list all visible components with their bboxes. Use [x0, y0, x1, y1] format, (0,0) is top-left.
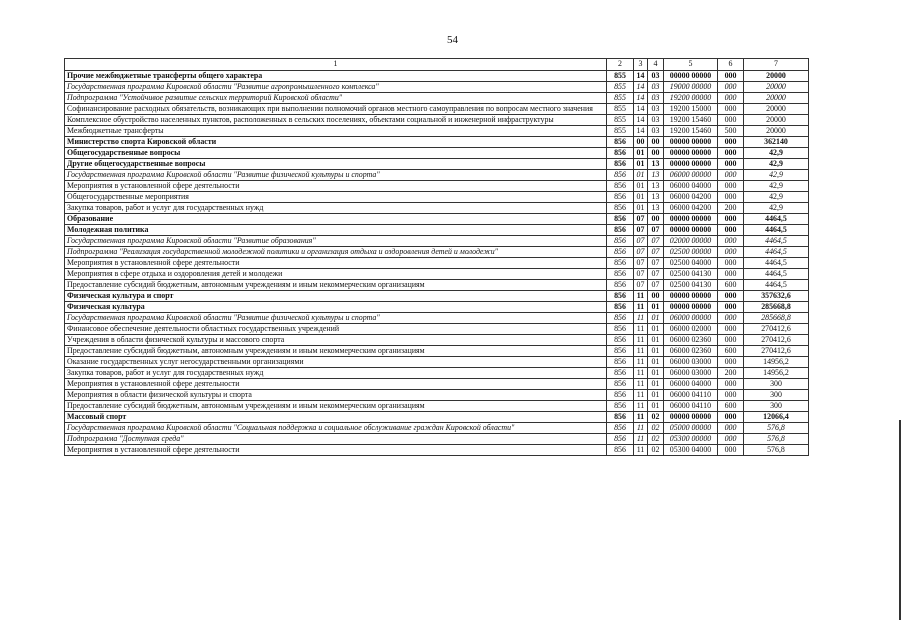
table-row	[65, 390, 809, 401]
expense-type-cell: 000	[718, 214, 744, 225]
table-row	[65, 280, 809, 291]
admin-code-cell: 856	[607, 247, 634, 258]
target-article-cell: 06000 00000	[664, 313, 718, 324]
subsection-cell: 13	[648, 159, 664, 170]
header-cell: 5	[664, 59, 718, 71]
admin-code-cell: 856	[607, 170, 634, 181]
item-name-cell: Общегосударственные вопросы	[65, 148, 607, 159]
subsection-cell: 07	[648, 225, 664, 236]
amount-cell: 357632,6	[744, 291, 809, 302]
expense-type-cell: 000	[718, 445, 744, 456]
item-name-cell: Прочие межбюджетные трансферты общего характера	[65, 71, 607, 82]
table-row	[65, 412, 809, 423]
section-cell: 00	[634, 137, 648, 148]
amount-cell: 4464,5	[744, 236, 809, 247]
section-cell: 11	[634, 401, 648, 412]
target-article-cell: 06000 02360	[664, 346, 718, 357]
section-cell: 07	[634, 236, 648, 247]
item-name-cell: Закупка товаров, работ и услуг для государственных нужд	[65, 203, 607, 214]
item-name-cell: Министерство спорта Кировской области	[65, 137, 607, 148]
admin-code-cell: 856	[607, 357, 634, 368]
admin-code-cell: 855	[607, 82, 634, 93]
subsection-cell: 07	[648, 280, 664, 291]
subsection-cell: 07	[648, 236, 664, 247]
item-name-cell: Комплексное обустройство населенных пунктов, расположенных в сельских поселениях, объектами социальной и инженерной инфраструктуры	[65, 115, 607, 126]
expense-type-cell: 000	[718, 423, 744, 434]
target-article-cell: 00000 00000	[664, 159, 718, 170]
expense-type-cell: 200	[718, 203, 744, 214]
target-article-cell: 05300 04000	[664, 445, 718, 456]
table-row	[65, 126, 809, 137]
expense-type-cell: 000	[718, 269, 744, 280]
amount-cell: 20000	[744, 93, 809, 104]
subsection-cell: 13	[648, 181, 664, 192]
target-article-cell: 00000 00000	[664, 214, 718, 225]
expense-type-cell: 000	[718, 170, 744, 181]
expense-type-cell: 000	[718, 192, 744, 203]
item-name-cell: Мероприятия в области физической культуры и спорта	[65, 390, 607, 401]
item-name-cell: Молодежная политика	[65, 225, 607, 236]
section-cell: 01	[634, 192, 648, 203]
table-row	[65, 148, 809, 159]
expense-type-cell: 000	[718, 225, 744, 236]
item-name-cell: Государственная программа Кировской области "Развитие образования"	[65, 236, 607, 247]
subsection-cell: 07	[648, 269, 664, 280]
target-article-cell: 06000 03000	[664, 368, 718, 379]
admin-code-cell: 856	[607, 181, 634, 192]
expense-type-cell: 000	[718, 313, 744, 324]
subsection-cell: 00	[648, 291, 664, 302]
item-name-cell: Подпрограмма "Реализация государственной молодежной политики и организация отдыха и оздоровления детей и молодежи"	[65, 247, 607, 258]
section-cell: 11	[634, 346, 648, 357]
amount-cell: 300	[744, 379, 809, 390]
target-article-cell: 19200 15000	[664, 104, 718, 115]
amount-cell: 576,8	[744, 445, 809, 456]
section-cell: 11	[634, 335, 648, 346]
admin-code-cell: 855	[607, 104, 634, 115]
admin-code-cell: 856	[607, 346, 634, 357]
admin-code-cell: 856	[607, 203, 634, 214]
section-cell: 11	[634, 445, 648, 456]
item-name-cell: Подпрограмма "Устойчивое развитие сельских территорий Кировской области"	[65, 93, 607, 104]
section-cell: 01	[634, 159, 648, 170]
expense-type-cell: 000	[718, 181, 744, 192]
item-name-cell: Предоставление субсидий бюджетным, автономным учреждениям и иным некоммерческим организациям	[65, 280, 607, 291]
expense-type-cell: 000	[718, 236, 744, 247]
admin-code-cell: 856	[607, 335, 634, 346]
subsection-cell: 00	[648, 148, 664, 159]
admin-code-cell: 856	[607, 137, 634, 148]
subsection-cell: 00	[648, 137, 664, 148]
subsection-cell: 02	[648, 412, 664, 423]
section-cell: 07	[634, 269, 648, 280]
target-article-cell: 06000 04200	[664, 192, 718, 203]
admin-code-cell: 856	[607, 368, 634, 379]
item-name-cell: Государственная программа Кировской области "Развитие физической культуры и спорта"	[65, 313, 607, 324]
amount-cell: 42,9	[744, 203, 809, 214]
amount-cell: 576,8	[744, 434, 809, 445]
admin-code-cell: 856	[607, 302, 634, 313]
expense-type-cell: 000	[718, 324, 744, 335]
page-edge-line	[899, 420, 901, 620]
expense-type-cell: 600	[718, 280, 744, 291]
section-cell: 01	[634, 148, 648, 159]
table-row	[65, 214, 809, 225]
admin-code-cell: 856	[607, 412, 634, 423]
target-article-cell: 06000 00000	[664, 170, 718, 181]
subsection-cell: 13	[648, 203, 664, 214]
amount-cell: 42,9	[744, 170, 809, 181]
amount-cell: 4464,5	[744, 247, 809, 258]
subsection-cell: 01	[648, 335, 664, 346]
section-cell: 11	[634, 291, 648, 302]
amount-cell: 4464,5	[744, 214, 809, 225]
section-cell: 07	[634, 225, 648, 236]
table-row	[65, 368, 809, 379]
section-cell: 11	[634, 412, 648, 423]
table-row	[65, 434, 809, 445]
target-article-cell: 02500 00000	[664, 247, 718, 258]
table-row	[65, 445, 809, 456]
subsection-cell: 02	[648, 434, 664, 445]
subsection-cell: 01	[648, 368, 664, 379]
expense-type-cell: 000	[718, 434, 744, 445]
admin-code-cell: 856	[607, 280, 634, 291]
table-row	[65, 379, 809, 390]
expense-type-cell: 000	[718, 148, 744, 159]
item-name-cell: Государственная программа Кировской области "Развитие физической культуры и спорта"	[65, 170, 607, 181]
item-name-cell: Мероприятия в установленной сфере деятельности	[65, 445, 607, 456]
table-row	[65, 225, 809, 236]
section-cell: 14	[634, 126, 648, 137]
target-article-cell: 19200 15460	[664, 126, 718, 137]
expense-type-cell: 500	[718, 126, 744, 137]
subsection-cell: 07	[648, 258, 664, 269]
section-cell: 14	[634, 82, 648, 93]
admin-code-cell: 856	[607, 313, 634, 324]
target-article-cell: 02500 04000	[664, 258, 718, 269]
item-name-cell: Образование	[65, 214, 607, 225]
admin-code-cell: 856	[607, 236, 634, 247]
item-name-cell: Физическая культура	[65, 302, 607, 313]
section-cell: 14	[634, 115, 648, 126]
subsection-cell: 00	[648, 214, 664, 225]
section-cell: 14	[634, 104, 648, 115]
item-name-cell: Подпрограмма "Доступная среда"	[65, 434, 607, 445]
item-name-cell: Другие общегосударственные вопросы	[65, 159, 607, 170]
table-row	[65, 115, 809, 126]
header-cell: 7	[744, 59, 809, 71]
table-row	[65, 170, 809, 181]
expense-type-cell: 000	[718, 379, 744, 390]
table-row	[65, 269, 809, 280]
admin-code-cell: 856	[607, 291, 634, 302]
target-article-cell: 00000 00000	[664, 71, 718, 82]
item-name-cell: Закупка товаров, работ и услуг для государственных нужд	[65, 368, 607, 379]
amount-cell: 362140	[744, 137, 809, 148]
item-name-cell: Финансовое обеспечение деятельности областных государственных учреждений	[65, 324, 607, 335]
table-row	[65, 302, 809, 313]
header-cell: 3	[634, 59, 648, 71]
admin-code-cell: 855	[607, 126, 634, 137]
section-cell: 07	[634, 247, 648, 258]
item-name-cell: Мероприятия в установленной сфере деятельности	[65, 181, 607, 192]
table-row	[65, 82, 809, 93]
target-article-cell: 00000 00000	[664, 137, 718, 148]
admin-code-cell: 856	[607, 401, 634, 412]
item-name-cell: Предоставление субсидий бюджетным, автономным учреждениям и иным некоммерческим организациям	[65, 401, 607, 412]
admin-code-cell: 855	[607, 115, 634, 126]
amount-cell: 4464,5	[744, 280, 809, 291]
target-article-cell: 06000 04110	[664, 390, 718, 401]
amount-cell: 270412,6	[744, 324, 809, 335]
amount-cell: 14956,2	[744, 357, 809, 368]
section-cell: 11	[634, 379, 648, 390]
table-row	[65, 423, 809, 434]
expense-type-cell: 000	[718, 137, 744, 148]
admin-code-cell: 856	[607, 423, 634, 434]
target-article-cell: 19200 00000	[664, 93, 718, 104]
subsection-cell: 01	[648, 357, 664, 368]
admin-code-cell: 856	[607, 192, 634, 203]
table-row	[65, 401, 809, 412]
table-row	[65, 324, 809, 335]
section-cell: 14	[634, 71, 648, 82]
amount-cell: 42,9	[744, 181, 809, 192]
table-row	[65, 357, 809, 368]
section-cell: 11	[634, 357, 648, 368]
section-cell: 11	[634, 302, 648, 313]
budget-table-body	[65, 59, 809, 456]
admin-code-cell: 855	[607, 93, 634, 104]
item-name-cell: Софинансирование расходных обязательств, возникающих при выполнении полномочий органов местного самоуправления по вопросам местного значения	[65, 104, 607, 115]
target-article-cell: 02000 00000	[664, 236, 718, 247]
expense-type-cell: 000	[718, 291, 744, 302]
table-row	[65, 203, 809, 214]
subsection-cell: 13	[648, 192, 664, 203]
admin-code-cell: 856	[607, 214, 634, 225]
target-article-cell: 19000 00000	[664, 82, 718, 93]
section-cell: 07	[634, 280, 648, 291]
header-row	[65, 59, 809, 71]
table-row	[65, 291, 809, 302]
amount-cell: 4464,5	[744, 269, 809, 280]
target-article-cell: 06000 04110	[664, 401, 718, 412]
admin-code-cell: 856	[607, 324, 634, 335]
table-row	[65, 71, 809, 82]
item-name-cell: Мероприятия в установленной сфере деятельности	[65, 258, 607, 269]
item-name-cell: Мероприятия в сфере отдыха и оздоровления детей и молодежи	[65, 269, 607, 280]
item-name-cell: Предоставление субсидий бюджетным, автономным учреждениям и иным некоммерческим организациям	[65, 346, 607, 357]
expense-type-cell: 000	[718, 71, 744, 82]
subsection-cell: 01	[648, 313, 664, 324]
expense-type-cell: 200	[718, 368, 744, 379]
target-article-cell: 05000 00000	[664, 423, 718, 434]
admin-code-cell: 856	[607, 159, 634, 170]
admin-code-cell: 856	[607, 379, 634, 390]
subsection-cell: 01	[648, 401, 664, 412]
expense-type-cell: 000	[718, 93, 744, 104]
item-name-cell: Мероприятия в установленной сфере деятельности	[65, 379, 607, 390]
item-name-cell: Межбюджетные трансферты	[65, 126, 607, 137]
subsection-cell: 03	[648, 115, 664, 126]
target-article-cell: 00000 00000	[664, 148, 718, 159]
section-cell: 11	[634, 313, 648, 324]
subsection-cell: 03	[648, 71, 664, 82]
admin-code-cell: 856	[607, 434, 634, 445]
subsection-cell: 03	[648, 126, 664, 137]
amount-cell: 270412,6	[744, 335, 809, 346]
expense-type-cell: 000	[718, 335, 744, 346]
subsection-cell: 07	[648, 247, 664, 258]
subsection-cell: 02	[648, 423, 664, 434]
table-row	[65, 313, 809, 324]
table-row	[65, 258, 809, 269]
expense-type-cell: 000	[718, 302, 744, 313]
header-cell: 2	[607, 59, 634, 71]
amount-cell: 576,8	[744, 423, 809, 434]
expense-type-cell: 000	[718, 258, 744, 269]
admin-code-cell: 855	[607, 71, 634, 82]
amount-cell: 300	[744, 390, 809, 401]
amount-cell: 4464,5	[744, 258, 809, 269]
item-name-cell: Оказание государственных услуг негосударственными организациями	[65, 357, 607, 368]
section-cell: 01	[634, 203, 648, 214]
target-article-cell: 02500 04130	[664, 280, 718, 291]
target-article-cell: 06000 04200	[664, 203, 718, 214]
target-article-cell: 06000 04000	[664, 181, 718, 192]
expense-type-cell: 600	[718, 346, 744, 357]
header-cell: 1	[65, 59, 607, 71]
subsection-cell: 01	[648, 346, 664, 357]
amount-cell: 285668,8	[744, 302, 809, 313]
header-cell: 4	[648, 59, 664, 71]
header-cell: 6	[718, 59, 744, 71]
subsection-cell: 03	[648, 93, 664, 104]
item-name-cell: Физическая культура и спорт	[65, 291, 607, 302]
item-name-cell: Общегосударственные мероприятия	[65, 192, 607, 203]
subsection-cell: 02	[648, 445, 664, 456]
admin-code-cell: 856	[607, 258, 634, 269]
table-row	[65, 104, 809, 115]
table-row	[65, 236, 809, 247]
amount-cell: 285668,8	[744, 313, 809, 324]
expense-type-cell: 000	[718, 247, 744, 258]
expense-type-cell: 000	[718, 390, 744, 401]
subsection-cell: 01	[648, 324, 664, 335]
target-article-cell: 00000 00000	[664, 291, 718, 302]
table-row	[65, 181, 809, 192]
subsection-cell: 03	[648, 82, 664, 93]
admin-code-cell: 856	[607, 269, 634, 280]
page-number: 54	[447, 34, 458, 46]
item-name-cell: Государственная программа Кировской области "Социальная поддержка и социальное обслуживание граждан Кировской области"	[65, 423, 607, 434]
expense-type-cell: 000	[718, 357, 744, 368]
section-cell: 11	[634, 368, 648, 379]
admin-code-cell: 856	[607, 148, 634, 159]
target-article-cell: 05300 00000	[664, 434, 718, 445]
table-row	[65, 346, 809, 357]
expense-type-cell: 000	[718, 159, 744, 170]
budget-table	[64, 58, 809, 456]
target-article-cell: 00000 00000	[664, 302, 718, 313]
target-article-cell: 00000 00000	[664, 225, 718, 236]
table-row	[65, 93, 809, 104]
target-article-cell: 02500 04130	[664, 269, 718, 280]
admin-code-cell: 856	[607, 390, 634, 401]
target-article-cell: 06000 02360	[664, 335, 718, 346]
amount-cell: 42,9	[744, 148, 809, 159]
amount-cell: 270412,6	[744, 346, 809, 357]
amount-cell: 12066,4	[744, 412, 809, 423]
amount-cell: 42,9	[744, 159, 809, 170]
expense-type-cell: 600	[718, 401, 744, 412]
target-article-cell: 06000 02000	[664, 324, 718, 335]
section-cell: 11	[634, 423, 648, 434]
amount-cell: 14956,2	[744, 368, 809, 379]
subsection-cell: 13	[648, 170, 664, 181]
target-article-cell: 06000 04000	[664, 379, 718, 390]
amount-cell: 20000	[744, 115, 809, 126]
target-article-cell: 19200 15460	[664, 115, 718, 126]
item-name-cell: Учреждения в области физической культуры и массового спорта	[65, 335, 607, 346]
section-cell: 07	[634, 258, 648, 269]
target-article-cell: 00000 00000	[664, 412, 718, 423]
subsection-cell: 03	[648, 104, 664, 115]
section-cell: 07	[634, 214, 648, 225]
table-row	[65, 192, 809, 203]
subsection-cell: 01	[648, 302, 664, 313]
subsection-cell: 01	[648, 379, 664, 390]
section-cell: 01	[634, 170, 648, 181]
expense-type-cell: 000	[718, 82, 744, 93]
item-name-cell: Государственная программа Кировской области "Развитие агропромышленного комплекса"	[65, 82, 607, 93]
target-article-cell: 06000 03000	[664, 357, 718, 368]
section-cell: 11	[634, 324, 648, 335]
subsection-cell: 01	[648, 390, 664, 401]
item-name-cell: Массовый спорт	[65, 412, 607, 423]
expense-type-cell: 000	[718, 412, 744, 423]
amount-cell: 20000	[744, 104, 809, 115]
section-cell: 11	[634, 390, 648, 401]
amount-cell: 300	[744, 401, 809, 412]
section-cell: 14	[634, 93, 648, 104]
section-cell: 11	[634, 434, 648, 445]
expense-type-cell: 000	[718, 104, 744, 115]
amount-cell: 20000	[744, 126, 809, 137]
table-row	[65, 335, 809, 346]
admin-code-cell: 856	[607, 225, 634, 236]
amount-cell: 42,9	[744, 192, 809, 203]
table-row	[65, 137, 809, 148]
amount-cell: 20000	[744, 82, 809, 93]
table-row	[65, 247, 809, 258]
amount-cell: 20000	[744, 71, 809, 82]
expense-type-cell: 000	[718, 115, 744, 126]
table-row	[65, 159, 809, 170]
section-cell: 01	[634, 181, 648, 192]
admin-code-cell: 856	[607, 445, 634, 456]
amount-cell: 4464,5	[744, 225, 809, 236]
